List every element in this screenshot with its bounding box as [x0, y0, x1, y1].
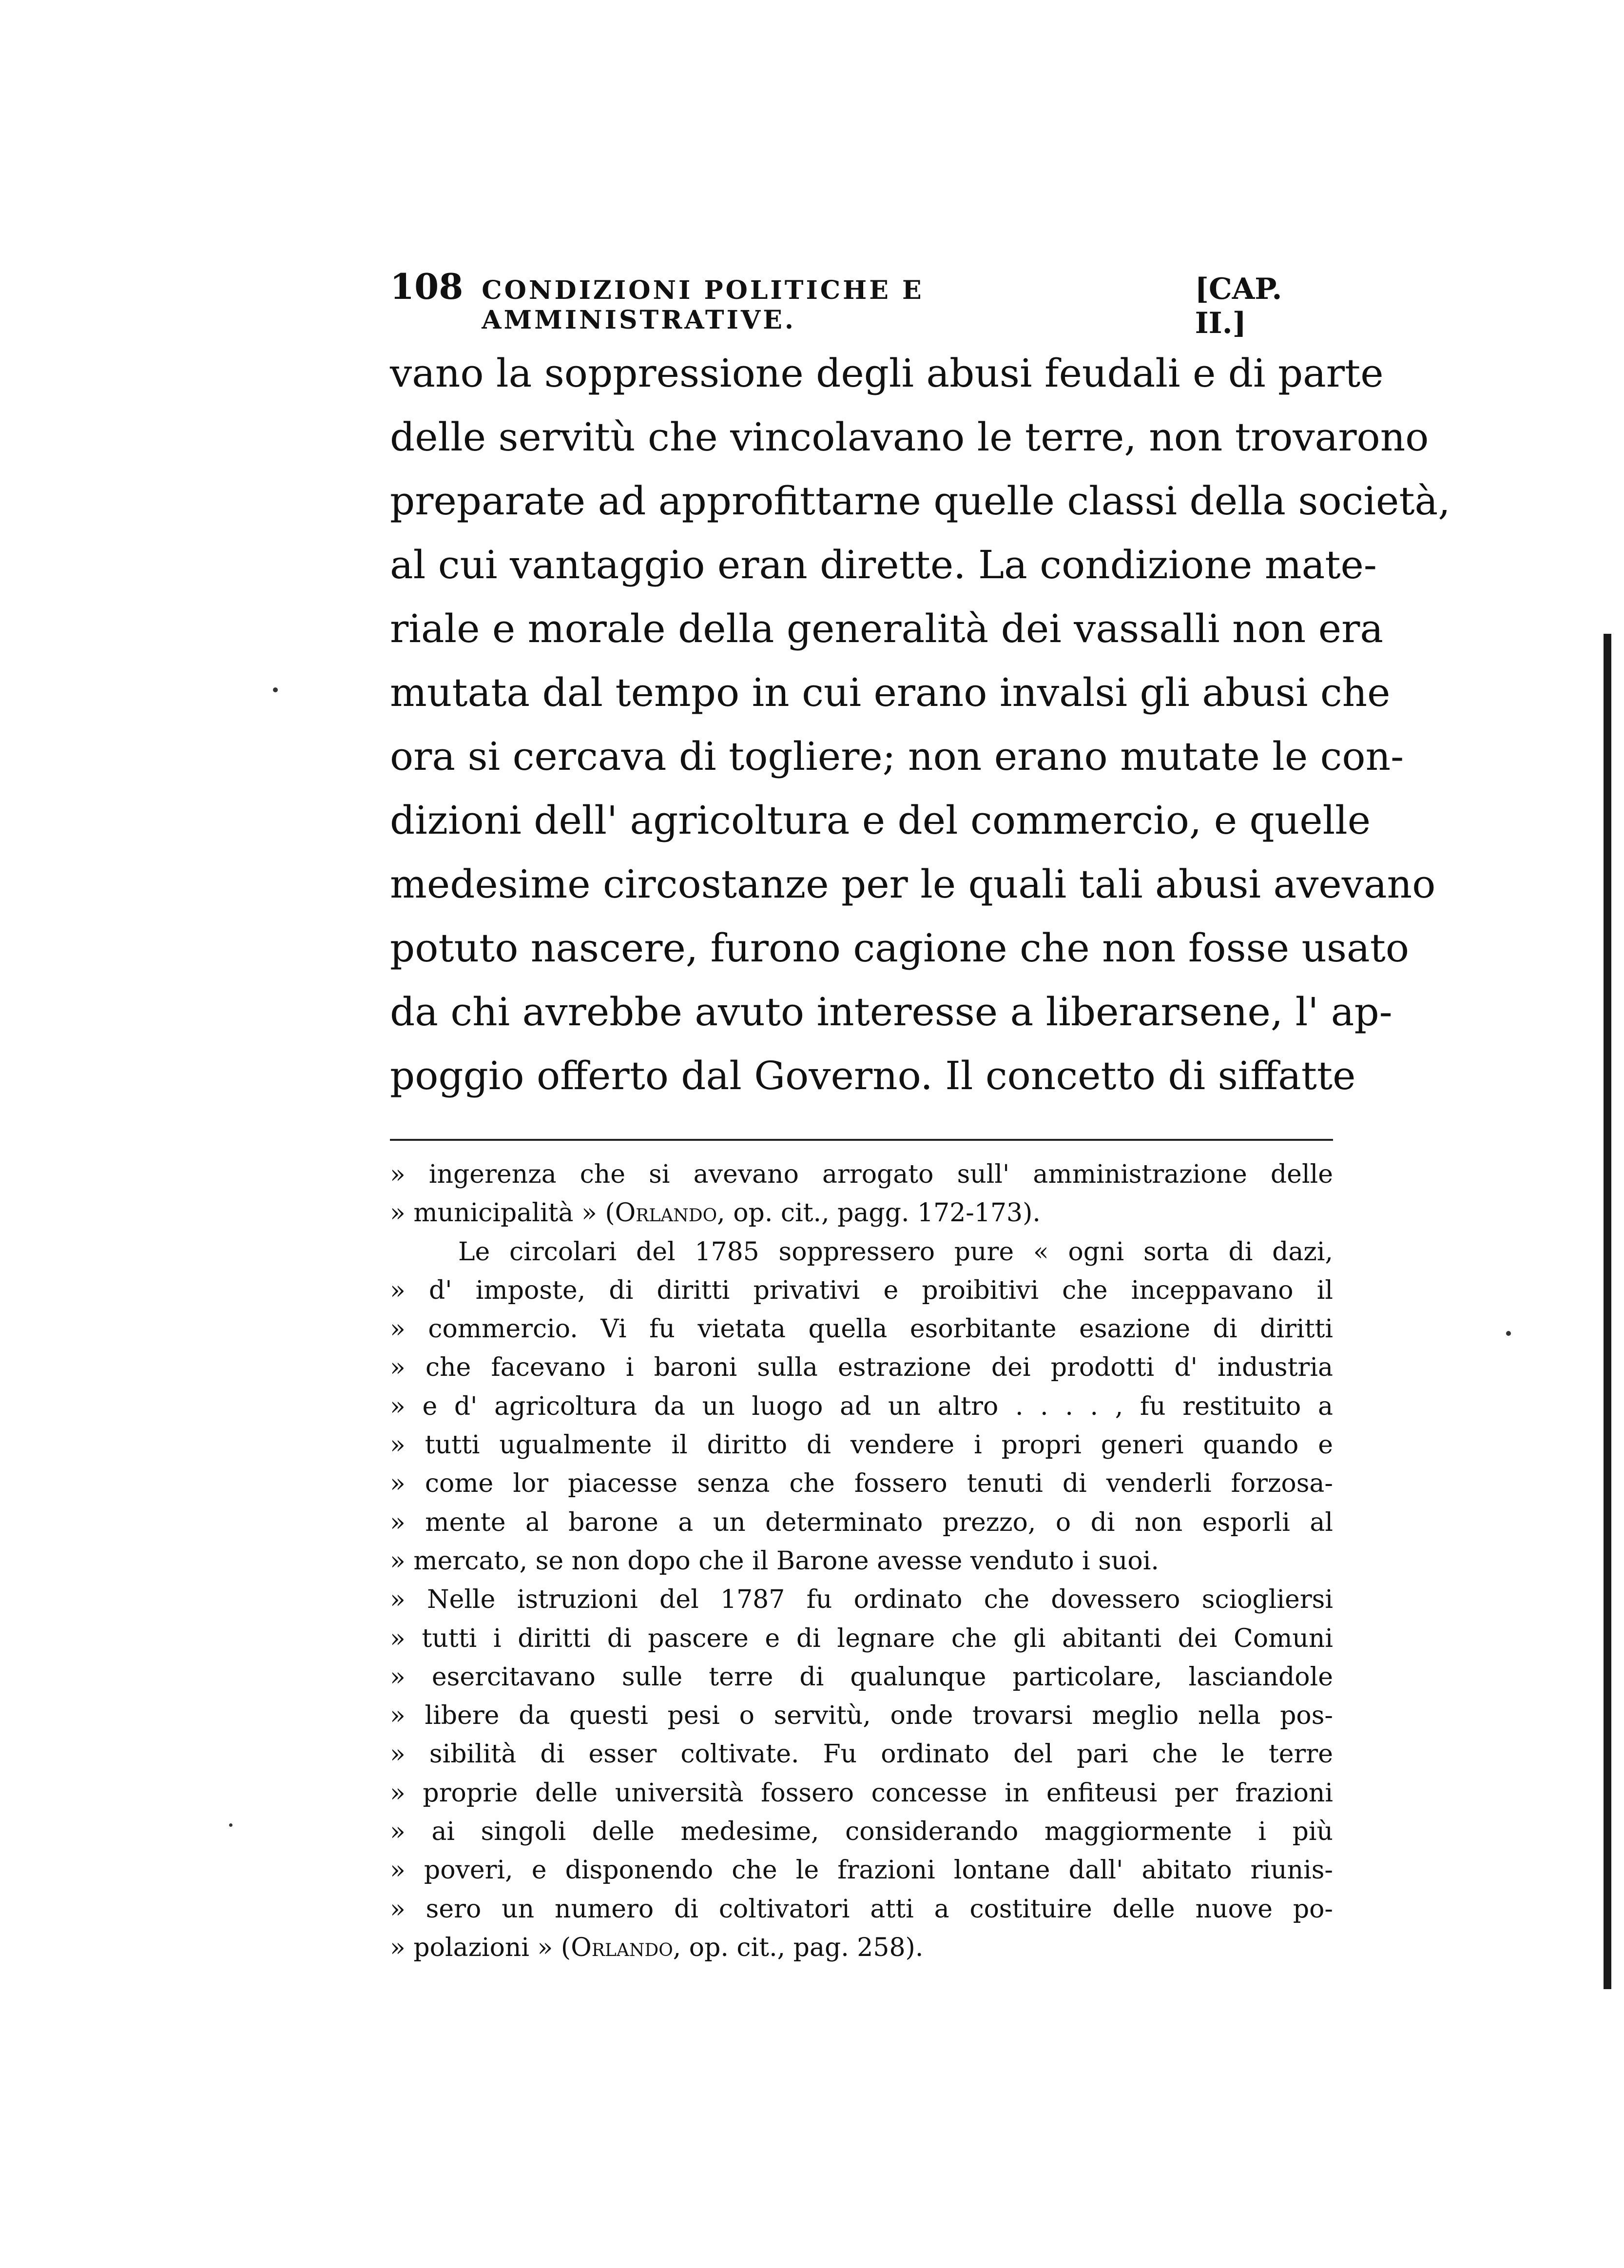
- ink-speck: [229, 1823, 232, 1827]
- footnote-line: » mente al barone a un determinato prezzo, o di non esporli al: [390, 1507, 1333, 1537]
- text-line: al cui vantaggio eran dirette. La condizione mate-: [390, 542, 1377, 587]
- text-line: da chi avrebbe avuto interesse a liberarsene, l' ap-: [390, 989, 1392, 1035]
- footnote-line: » e d' agricoltura da un luogo ad un altro . . . . , fu restituito a: [390, 1391, 1333, 1421]
- footnote-line: » poveri, e disponendo che le frazioni lontane dall' abitato riunis-: [390, 1856, 1333, 1885]
- footnote-line: » libere da questi pesi o servitù, onde trovarsi meglio nella pos-: [390, 1701, 1333, 1731]
- author-name: Orlando: [615, 1198, 717, 1228]
- text-line: delle servitù che vincolavano le terre, non trovarono: [390, 414, 1429, 460]
- text-line: medesime circostanze per le quali tali abusi avevano: [390, 861, 1436, 907]
- footnote-line: » Nelle istruzioni del 1787 fu ordinato che dovessero sciogliersi: [390, 1585, 1333, 1615]
- footnote-text: » municipalità » (: [390, 1198, 615, 1228]
- scan-edge-shadow: [1604, 634, 1611, 1989]
- text-line: potuto nascere, furono cagione che non fosse usato: [390, 925, 1410, 971]
- footnote-line: » d' imposte, di diritti privativi e proibitivi che inceppavano il: [390, 1275, 1333, 1305]
- footnote-text: , op. cit., pagg. 172-173).: [717, 1198, 1041, 1228]
- footnote-line: [390, 1929, 1333, 1967]
- text-line: mutata dal tempo in cui erano invalsi gli abusi che: [390, 670, 1391, 715]
- footnote-line: » ai singoli delle medesime, considerando maggiormente i più: [390, 1817, 1333, 1847]
- running-title: CONDIZIONI POLITICHE E AMMINISTRATIVE.: [482, 275, 924, 335]
- footnote-line: » sero un numero di coltivatori atti a costituire delle nuove po-: [390, 1894, 1333, 1924]
- page-number: 108: [390, 266, 464, 307]
- author-name: Orlando: [571, 1933, 673, 1962]
- footnote-line: » sibilità di esser coltivate. Fu ordinato del pari che le terre: [390, 1740, 1333, 1769]
- footnote-text: » polazioni » (: [390, 1933, 571, 1962]
- footnote-line: » proprie delle università fossero concesse in enfiteusi per frazioni: [390, 1778, 1333, 1808]
- text-line: riale e morale della generalità dei vassalli non era: [390, 606, 1384, 651]
- main-text: [390, 341, 1450, 1108]
- footnote-line: » tutti ugualmente il diritto di vendere i propri generi quando e: [390, 1430, 1333, 1460]
- text-line: poggio offerto dal Governo. Il concetto di siffatte: [390, 1053, 1356, 1098]
- footnote-line: » ingerenza che si avevano arrogato sull' amministrazione delle: [390, 1160, 1333, 1189]
- footnote-line: » come lor piacesse senza che fossero tenuti di venderli forzosa-: [390, 1469, 1333, 1499]
- footnote: [390, 1155, 1333, 1967]
- running-header: [390, 266, 1333, 340]
- text-line: ora si cercava di togliere; non erano mutate le con-: [390, 734, 1404, 779]
- footnote-text: , op. cit., pag. 258).: [673, 1933, 924, 1962]
- footnote-line: » esercitavano sulle terre di qualunque particolare, lasciandole: [390, 1662, 1333, 1692]
- footnote-separator: [390, 1139, 1333, 1141]
- footnote-line: » commercio. Vi fu vietata quella esorbitante esazione di diritti: [390, 1314, 1333, 1344]
- footnote-line: » che facevano i baroni sulla estrazione dei prodotti d' industria: [390, 1353, 1333, 1383]
- text-line: preparate ad approfittarne quelle classi della società,: [390, 478, 1450, 524]
- footnote-line: Le circolari del 1785 soppressero pure « ogni sorta di dazi,: [458, 1237, 1333, 1267]
- chapter-label: [CAP. II.]: [1195, 272, 1282, 340]
- ink-speck: [1506, 1331, 1511, 1336]
- footnote-line: » tutti i diritti di pascere e di legnare che gli abitanti dei Comuni: [390, 1623, 1333, 1653]
- text-line: vano la soppressione degli abusi feudali e di parte: [390, 351, 1384, 396]
- text-line: dizioni dell' agricoltura e del commercio, e quelle: [390, 798, 1371, 843]
- ink-speck: [273, 687, 278, 692]
- footnote-line: » mercato, se non dopo che il Barone avesse venduto i suoi.: [390, 1546, 1159, 1576]
- footnote-line: [390, 1194, 1333, 1232]
